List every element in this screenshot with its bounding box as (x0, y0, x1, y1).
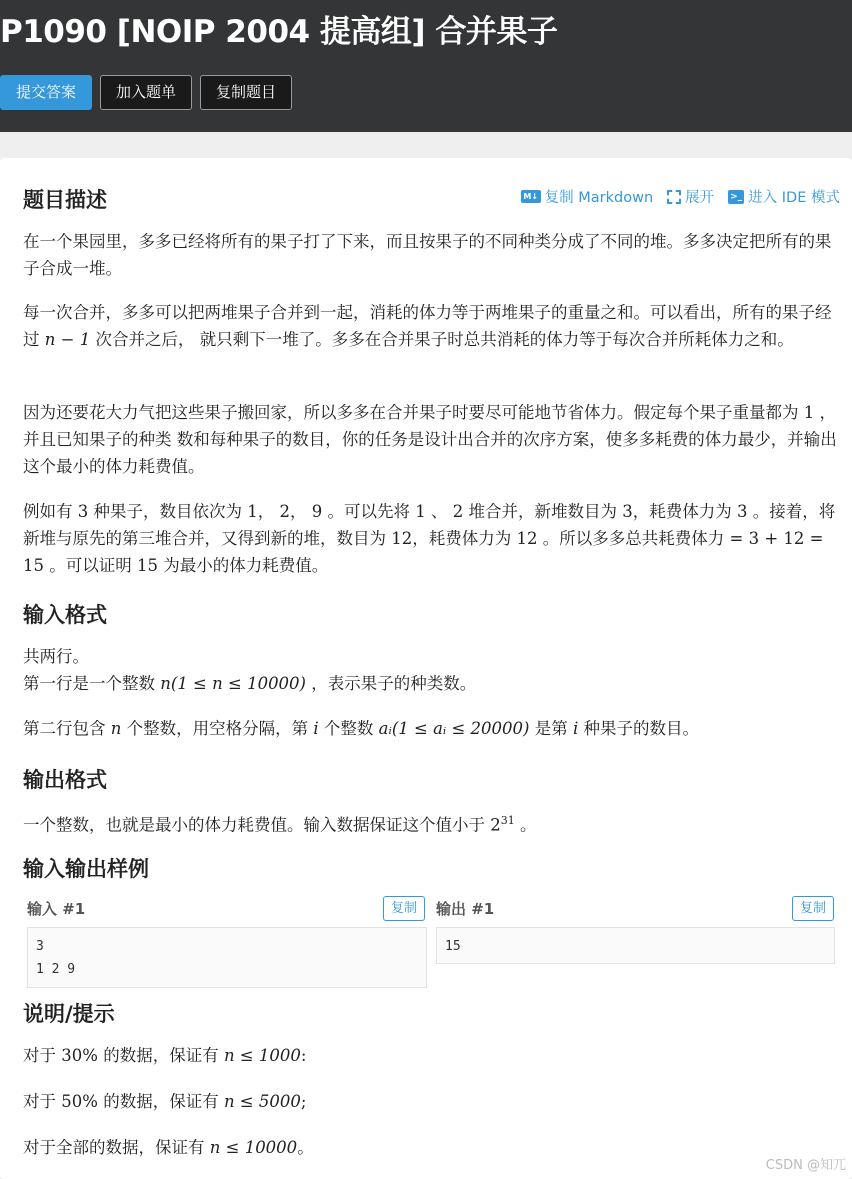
output-format-heading: 输出格式 (23, 768, 107, 792)
problem-header (0, 0, 852, 132)
header-actions (0, 75, 292, 110)
copy-output-button[interactable]: 复制 (792, 896, 834, 921)
samples-heading: 输入输出样例 (23, 857, 149, 881)
copy-markdown-link[interactable] (521, 186, 654, 207)
problem-title: P1090 [NOIP 2004 提高组] 合并果子 (0, 14, 558, 50)
sample-output-label: 输出 #1 (436, 900, 495, 918)
terminal-icon: >_ (730, 191, 743, 202)
expand-icon (667, 190, 681, 204)
description-paragraph-1: 在一个果园里，多多已经将所有的果子打了下来，而且按果子的不同种类分成了不同的堆。多多决定把所有的果子合成一堆。 (23, 232, 832, 278)
hint-line-1: 对于 30% 的数据，保证有 n ≤ 1000: (23, 1046, 307, 1065)
ide-mode-label: 进入 IDE 模式 (748, 190, 840, 206)
expand-link[interactable] (667, 186, 714, 207)
description-paragraph-3: 因为还要花大力气把这些果子搬回家，所以多多在合并果子时要尽可能地节省体力。假定每个果子重量都为 1 ，并且已知果子的种类 数和每种果子的数目，你的任务是设计出合并的次序方案，使多多耗费的体力最少，并输出这个最小的体力耗费值。 (23, 403, 837, 476)
description-paragraph-2: 每一次合并，多多可以把两堆果子合并到一起，消耗的体力等于两堆果子的重量之和。可以看出，所有的果子经过 n − 1 次合并之后， 就只剩下一堆了。多多在合并果子时总共消耗的体力等于每次合并所耗体力之和。 (23, 303, 832, 349)
hint-line-2: 对于 50% 的数据，保证有 n ≤ 5000; (23, 1092, 307, 1111)
copy-markdown-label: 复制 Markdown (544, 190, 654, 206)
submit-answer-button[interactable]: 提交答案 (0, 75, 92, 110)
markdown-icon: M↓ (521, 190, 541, 203)
hint-line-3: 对于全部的数据，保证有 n ≤ 10000。 (23, 1138, 314, 1157)
input-format-heading: 输入格式 (23, 603, 107, 627)
hint-heading: 说明/提示 (23, 1002, 115, 1026)
add-to-list-button[interactable]: 加入题单 (100, 75, 192, 110)
description-paragraph-4: 例如有 3 种果子，数目依次为 1， 2， 9 。可以先将 1 、 2 堆合并，新堆数目为 3，耗费体力为 3 。接着，将新堆与原先的第三堆合并，又得到新的堆，数目为 12，耗费体力为 12 。所以多多总共耗费体力 = 3 + 12 = 15 。可以证明 15 为最小的体力耗费值。 (23, 502, 836, 575)
ide-mode-link[interactable] (728, 186, 840, 207)
sample-input-code[interactable]: 3 1 2 9 (27, 927, 427, 988)
problem-tools (521, 186, 840, 207)
sample-output-code[interactable]: 15 (436, 927, 835, 964)
sample-input-label: 输入 #1 (27, 900, 86, 918)
math-n-minus-1: n − 1 (44, 330, 91, 349)
expand-label: 展开 (685, 190, 715, 206)
watermark: CSDN @知兀 (765, 1158, 846, 1173)
copy-input-button[interactable]: 复制 (383, 896, 425, 921)
input-format-line-2: 第一行是一个整数 n(1 ≤ n ≤ 10000) ，表示果子的种类数。 (23, 674, 477, 693)
input-format-line-3: 第二行包含 n 个整数，用空格分隔，第 i 个整数 aᵢ(1 ≤ aᵢ ≤ 20000) 是第 i 种果子的数目。 (23, 719, 700, 738)
input-format-line-1: 共两行。 (23, 647, 89, 666)
output-format-line-1: 一个整数，也就是最小的体力耗费值。输入数据保证这个值小于 $2^{31}$ 。 (23, 814, 537, 835)
description-heading: 题目描述 (23, 188, 107, 212)
copy-problem-button[interactable]: 复制题目 (200, 75, 292, 110)
